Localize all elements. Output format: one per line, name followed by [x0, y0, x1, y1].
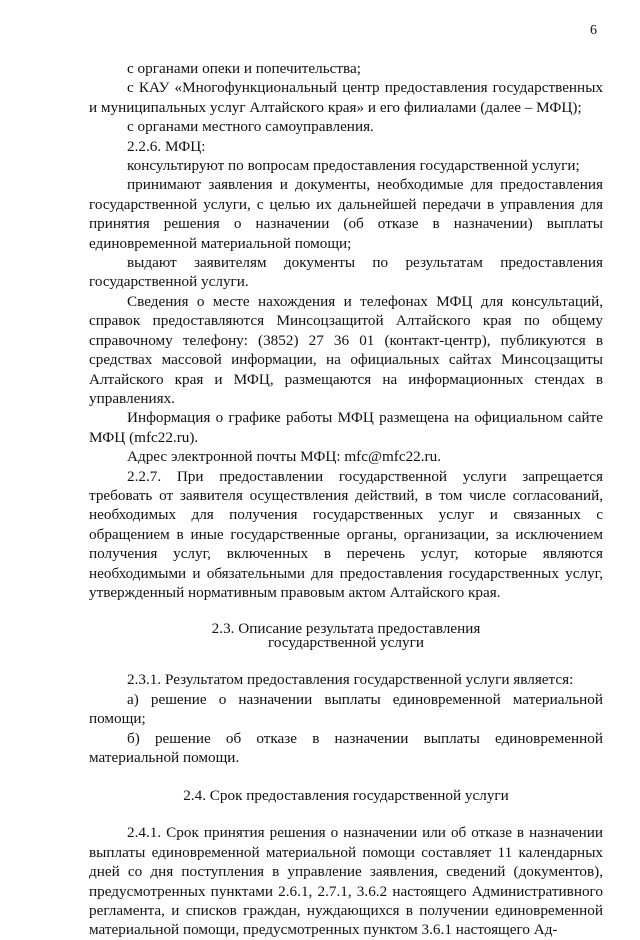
- paragraph: Адрес электронной почты МФЦ: mfc@mfc22.ru.: [127, 448, 442, 466]
- paragraph: 2.4.1. Срок принятия решения о назначении или об отказе в назначении выплаты единовременной материальной помощи составляет 11 календарных дней со дня поступления в управление заявления, сведений (документов), предусмотренных пунктами 2.6.1, 2.7.1, 3.6.2 настоящего Административного регламента, и списков граждан, нуждающихся в получении единовременной материальной помощи, предусмотренных пунктом 3.6.1 настоящего Ад-: [89, 824, 603, 939]
- paragraph: 2.3.1. Результатом предоставления государственной услуги является:: [127, 671, 574, 689]
- paragraph: с КАУ «Многофункциональный центр предоставления государственных и муниципальных услуг Алтайского края» и его филиалами (далее – МФЦ);: [89, 79, 603, 116]
- paragraph: принимают заявления и документы, необходимые для предоставления государственной услуги, с целью их дальнейшей передачи в управления для принятия решения о назначении (об отказе в назначении) выплаты единовременной материальной помощи;: [89, 176, 603, 252]
- paragraph: выдают заявителям документы по результатам предоставления государственной услуги.: [89, 254, 603, 291]
- paragraph: Сведения о месте нахождения и телефонах МФЦ для консультаций, справок предоставляются Минсоцзащитой Алтайского края по общему справочному телефону: (3852) 27 36 01 (контакт-центр), публикуются в средствах массовой информации, на официальных сайтах Минсоцзащиты Алтайского края и МФЦ, размещаются на информационных стендах в управлениях.: [89, 292, 603, 407]
- paragraph: с органами местного самоуправления.: [127, 118, 374, 136]
- document-body: [89, 59, 603, 940]
- section-heading-2-3-line2: государственной услуги: [268, 634, 424, 652]
- paragraph: консультируют по вопросам предоставления государственной услуги;: [127, 157, 580, 175]
- paragraph: 2.2.7. При предоставлении государственной услуги запрещается требовать от заявителя осуществления действий, в том числе согласований, необходимых для получения государственных услуг и связанных с обращением в иные государственные органы, организации, за исключением получения услуг, включенных в перечень услуг, которые являются необходимыми и обязательными для предоставления государственных услуг, утвержденный нормативным правовым актом Алтайского края.: [89, 467, 603, 601]
- section-heading-2-4: 2.4. Срок предоставления государственной услуги: [183, 787, 509, 805]
- paragraph: Информация о графике работы МФЦ размещена на официальном сайте МФЦ (mfc22.ru).: [89, 409, 603, 446]
- paragraph: а) решение о назначении выплаты единовременной материальной помощи;: [89, 690, 603, 728]
- paragraph: с органами опеки и попечительства;: [127, 60, 361, 77]
- section-heading-2-3-line1: 2.3. Описание результата предоставления: [211, 620, 481, 638]
- paragraph: 2.2.6. МФЦ:: [127, 137, 206, 155]
- paragraph: б) решение об отказе в назначении выплаты единовременной материальной помощи.: [89, 729, 603, 766]
- page-number: 6: [590, 23, 597, 38]
